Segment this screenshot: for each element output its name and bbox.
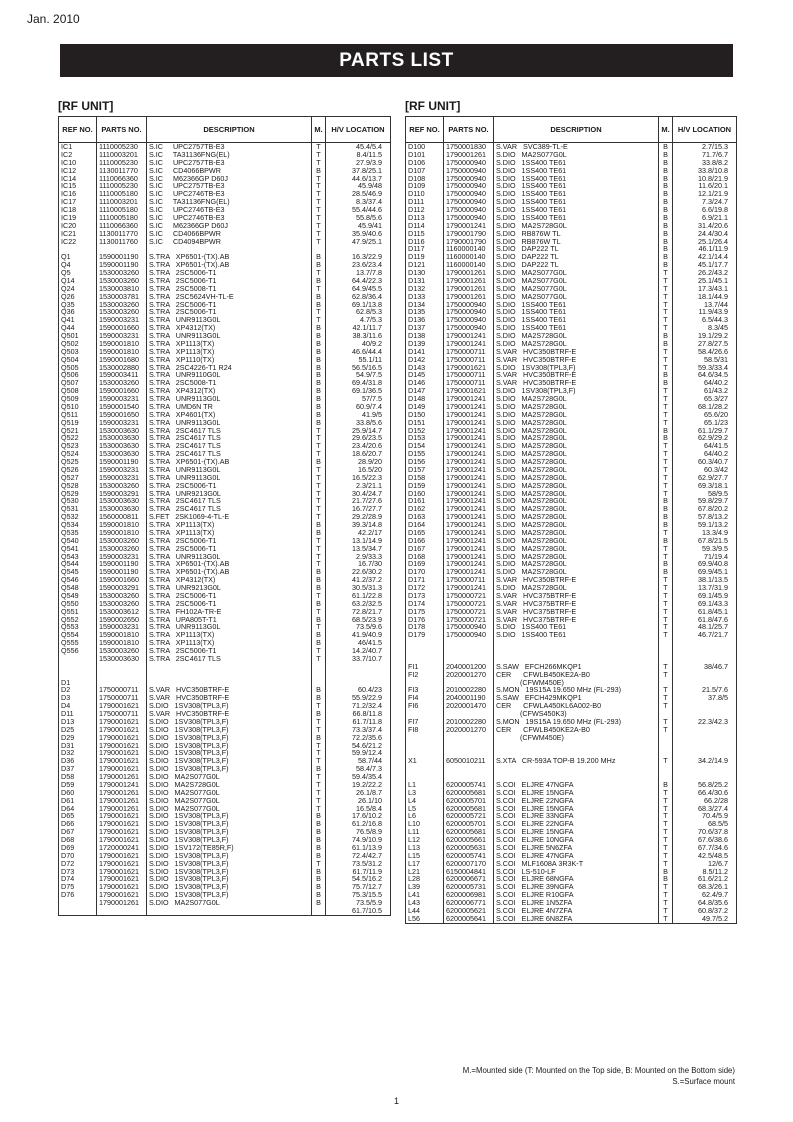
table-header-row — [59, 117, 391, 143]
hv-location-column: 45.4/5.4 8.4/11.5 27.9/3.9 37.8/25.1 44.6/13.7 45.9/48 28.5/46.9 8.3/37.4 55.4/44.6 55.8/5.6 45.9/41 35.9/40.6 47.9/25.1 16.3/22.9 23.6/23.4 13.7/7.8 64.4/22.3 64.9/45.5 62.8/36.4 69.1/13.8 62.8/5.3 4.7/5.3 42.1/11.7 38.3/11.6 40/9.2 46.6/44.4 55.1/11 56.5/16.5 54.9/7.5 69.4/31.8 69.1/36.5 57/7.5 60.9/7.4 41.9/5 33.8/5.6 25.9/14.7 29.6/23.5 23.4/20.6 18.6/20.7 28.9/20 16.5/20 16.5/22.3 2.3/21.1 30.4/24.7 21.7/27.6 16.7/27.7 29.2/28.9 39.3/14.8 42.2/17 13.1/14.9 13.5/34.7 2.9/33.3 16.7/30 22.6/30.2 41.2/37.2 30.5/31.3 61.1/22.8 63.2/32.5 72.8/21.7 68.5/23.9 73.5/9.6 41.9/40.9 46/41.5 14.2/40.7 33.7/10.7 60.4/23 55.9/22.9 71.2/32.4 66.8/11.8 61.7/11.8 73.3/37.4 72.2/35.6 54.6/21.2 59.9/12.4 58.7/44 58.4/7.3 59.4/35.4 19.2/22.2 26.1/8.7 26.1/10 16.5/8.4 17.6/10.2 61.2/16.8 76.5/8.9 74.9/10.9 61.1/13.9 72.4/42.7 73.5/31.2 61.7/11.9 54.5/16.2 75.7/12.7 75.3/15.5 73.5/5.9 61.7/10.5 — [352, 143, 382, 915]
page-number: 1 — [393, 1096, 399, 1106]
table-body-row — [406, 143, 737, 924]
description-column: S.VAR SVC389-TL-E S.DIO MA2S077G0L S.DIO 1SS400 TE61 S.DIO 1SS400 TE61 S.DIO 1SS400 TE61 S.DIO 1SS400 TE61 S.DIO 1SS400 TE61 S.DIO 1SS400 TE61 S.DIO 1SS400 TE61 S.DIO 1SS400 TE61 S.DIO MA2S728G0L S.DIO RB876W TL S.DIO RB876W TL S.DIO DAP222 TL S.DIO DAP222 TL S.DIO DAP222 TL S.DIO MA2S077G0L S.DIO MA2S077G0L S.DIO MA2S077G0L S.DIO MA2S077G0L S.DIO 1SS400 TE61 S.DIO 1SS400 TE61 S.DIO 1SS400 TE61 S.DIO 1SS400 TE61 S.DIO MA2S728G0L S.DIO MA2S728G0L S.VAR HVC350BTRF-E S.VAR HVC350BTRF-E S.DIO 1SV308(TPL3,F) S.VAR HVC350BTRF-E S.VAR HVC350BTRF-E S.DIO 1SV308(TPL3,F) S.DIO MA2S728G0L S.DIO MA2S728G0L S.DIO MA2S728G0L S.DIO MA2S728G0L S.DIO MA2S728G0L S.DIO MA2S728G0L S.DIO MA2S728G0L S.DIO MA2S728G0L S.DIO MA2S728G0L S.DIO MA2S728G0L S.DIO MA2S728G0L S.DIO MA2S728G0L S.DIO MA2S728G0L S.DIO MA2S728G0L S.DIO MA2S728G0L S.DIO MA2S728G0L S.DIO MA2S728G0L S.DIO MA2S728G0L S.DIO MA2S728G0L S.DIO MA2S728G0L S.DIO MA2S728G0L S.DIO MA2S728G0L S.DIO MA2S728G0L S.VAR HVC350BTRF-E S.DIO MA2S728G0L S.VAR HVC375BTRF-E S.VAR HVC375BTRF-E S.VAR HVC375BTRF-E S.VAR HVC375BTRF-E S.DIO 1SS400 TE61 S.DIO 1SS400 TE61 S.SAW EFCH266MKQP1 CER CFWLB450KE2A-B0 (CFWM450E) S.MON 19S15A 19.650 MHz (FL-293) S.SAW EFCH429MKQP1 CER CFWLA450KL6A002-B0 (CFWS450K3) S.MON 19S15A 19.650 MHz (FL-293) CER CFWLB450KE2A-B0 (CFWM450E) S.XTA CR-593A TOP-B 19.200 MHz S.COI ELJRE 47NGFA S.COI ELJRE 15NGFA S.COI ELJRE 22NGFA S.COI ELJRE 15NGFA S.COI ELJRE 33NGFA S.COI ELJRE 22NGFA S.COI ELJRE 15NGFA S.COI ELJRE 10NGFA S.COI ELJRE 5N6ZFA S.COI ELJRE 47NGFA S.COI MLF1608A 3R3K-T S.COI LS-510-LF S.COI ELJRE 68NGFA S.COI ELJRE 39NGFA S.COI ELJRE R10GFA S.COI ELJRE 1N5ZFA S.COI ELJRE 4N7ZFA S.COI ELJRE 6N8ZFA — [496, 143, 622, 923]
document-date: Jan. 2010 — [27, 12, 80, 26]
table-header-row — [406, 117, 737, 143]
unit-title-left: [RF UNIT] — [58, 99, 114, 113]
parts-no-column: 1750001830 1790001261 1750000940 1750000940 1750000940 1750000940 1750000940 1750000940 1750000940 1750000940 1790001241 1790001790 1790001790 1160000140 1160000140 1160000140 1790001261 1790001261 1790001261 1790001261 1750000940 1750000940 1750000940 1750000940 1790001241 1790001241 1750000711 1750000711 1790001621 1750000711 1750000711 1790001621 1790001241 1790001241 1790001241 1790001241 1790001241 1790001241 1790001241 1790001241 1790001241 1790001241 1790001241 1790001241 1790001241 1790001241 1790001241 1790001241 1790001241 1790001241 1790001241 1790001241 1790001241 1790001241 1790001241 1750000711 1790001241 1750000721 1750000721 1750000721 1750000721 1750000940 1750000940 2040001200 2020001270 2010002280 2040001190 2020001470 2010002280 2020001270 6050010211 6200005741 6200005681 6200005701 6200005681 6200005721 6200005701 6200005681 6200005661 6200005631 6200005741 6200007170 6150004841 6200006671 6200005731 6200006981 6200006771 6200005621 6200005641 — [446, 143, 486, 923]
unit-title-right: [RF UNIT] — [405, 99, 461, 113]
header-mounted: M. — [312, 117, 326, 143]
header-description: DESCRIPTION — [147, 117, 312, 143]
table-body-row — [59, 143, 391, 916]
header-hv-location: H/V LOCATION — [326, 117, 391, 143]
header-mounted: M. — [659, 117, 673, 143]
parts-no-column: 1110005230 1110003201 1110005230 1130011770 1110066360 1110005230 1110005180 1110003201 1110005180 1110005180 1110066360 1130011770 1130011760 1590001190 1590001190 1530003260 1530003260 1530003810 1530003781 1530003260 1530003260 1590003231 1590001660 1590003231 1590001810 1590001810 1590001680 1530002880 1590003411 1530003260 1590001660 1590003231 1590001540 1590001650 1590003231 1530003630 1530003630 1530003630 1530003630 1590001190 1590003231 1590003231 1530003260 1590003291 1530003630 1530003630 1560000811 1590001810 1590001810 1530003260 1530003260 1590003231 1590001190 1590001190 1590001660 1590003291 1530003260 1530003260 1530003612 1590002650 1590003231 1590001810 1590001810 1530003260 1530003630 1750000711 1750000711 1790001621 1750000711 1790001621 1790001621 1790001621 1790001621 1790001621 1790001621 1790001621 1790001261 1790001241 1790001261 1790001261 1790001261 1790001621 1790001621 1790001621 1790001621 1720000241 1790001621 1790001621 1790001621 1790001621 1790001621 1790001621 1790001261 — [99, 143, 139, 907]
header-hv-location: H/V LOCATION — [673, 117, 737, 143]
description-column: S.IC UPC2757TB-E3 S.IC TA31136FNG(EL) S.IC UPC2757TB-E3 S.IC CD4066BPWR S.IC M62366GP D60J S.IC UPC2757TB-E3 S.IC UPC2746TB-E3 S.IC TA31136FNG(EL) S.IC UPC2746TB-E3 S.IC UPC2746TB-E3 S.IC M62366GP D60J S.IC CD4066BPWR S.IC CD4094BPWR S.TRA XP6501-(TX).AB S.TRA XP6501-(TX).AB S.TRA 2SC5006-T1 S.TRA 2SC5006-T1 S.TRA 2SC5008-T1 S.TRA 2SC5624VH-TL-E S.TRA 2SC5006-T1 S.TRA 2SC5006-T1 S.TRA UNR9113G0L S.TRA XP4312(TX) S.TRA UNR9113G0L S.TRA XP1113(TX) S.TRA XP1113(TX) S.TRA XP1110(TX) S.TRA 2SC4226-T1 R24 S.TRA UNR9110G0L S.TRA 2SC5008-T1 S.TRA XP4312(TX) S.TRA UNR9113G0L S.TRA UMD6N TR S.TRA XP4601(TX) S.TRA UNR9113G0L S.TRA 2SC4617 TLS S.TRA 2SC4617 TLS S.TRA 2SC4617 TLS S.TRA 2SC4617 TLS S.TRA XP6501-(TX).AB S.TRA UNR9113G0L S.TRA UNR9113G0L S.TRA 2SC5006-T1 S.TRA UNR9213G0L S.TRA 2SC4617 TLS S.TRA 2SC4617 TLS S.FET 2SK1069-4-TL-E S.TRA XP1113(TX) S.TRA XP1113(TX) S.TRA 2SC5006-T1 S.TRA 2SC5006-T1 S.TRA UNR9113G0L S.TRA XP6501-(TX).AB S.TRA XP6501-(TX).AB S.TRA XP4312(TX) S.TRA UNR9213G0L S.TRA 2SC5006-T1 S.TRA 2SC5006-T1 S.TRA FH102A-TR-E S.TRA UPA805T-T1 S.TRA UNR9113G0L S.TRA XP1113(TX) S.TRA XP1113(TX) S.TRA 2SC5006-T1 S.TRA 2SC4617 TLS S.VAR HVC350BTRF-E S.VAR HVC350BTRF-E S.DIO 1SV308(TPL3,F) S.VAR HVC350BTRF-E S.DIO 1SV308(TPL3,F) S.DIO 1SV308(TPL3,F) S.DIO 1SV308(TPL3,F) S.DIO 1SV308(TPL3,F) S.DIO 1SV308(TPL3,F) S.DIO 1SV308(TPL3,F) S.DIO 1SV308(TPL3,F) S.DIO MA2S077G0L S.DIO MA2S728G0L S.DIO MA2S077G0L S.DIO MA2S077G0L S.DIO MA2S077G0L S.DIO 1SV308(TPL3,F) S.DIO 1SV308(TPL3,F) S.DIO 1SV308(TPL3,F) S.DIO 1SV308(TPL3,F) S.DIO 1SV172(TE85R,F) S.DIO 1SV308(TPL3,F) S.DIO 1SV308(TPL3,F) S.DIO 1SV308(TPL3,F) S.DIO 1SV308(TPL3,F) S.DIO 1SV308(TPL3,F) S.DIO 1SV308(TPL3,F) S.DIO MA2S077G0L — [149, 143, 234, 907]
mounted-column: B B B B B B B B B B B B B B B B T T T T T T T T B B T T T B B T T T T T B B T T T T T T T B B B B T B T T B B T T T T T T T T T T T T T T T T B T T T T T T T T T T B B T T T T T — [663, 143, 668, 923]
ref-no-column: IC1 IC2 IC10 IC12 IC14 IC15 IC16 IC17 IC18 IC19 IC20 IC21 IC22 Q1 Q4 Q5 Q14 Q24 Q26 Q35 Q36 Q41 Q44 Q501 Q502 Q503 Q504 Q505 Q506 Q507 Q508 Q509 Q510 Q511 Q519 Q521 Q522 Q523 Q524 Q525 Q526 Q527 Q528 Q529 Q530 Q531 Q532 Q534 Q535 Q540 Q541 Q543 Q544 Q545 Q546 Q548 Q549 Q550 Q551 Q552 Q553 Q554 Q555 Q556 D1 D2 D3 D4 D11 D13 D25 D29 D31 D32 D36 D37 D58 D59 D60 D61 D64 D65 D66 D67 D68 D69 D70 D72 D73 D74 D75 D76 — [61, 143, 79, 899]
page-title: PARTS LIST — [60, 44, 733, 77]
header-ref-no: REF NO. — [59, 117, 97, 143]
ref-no-column: D100 D101 D106 D107 D108 D109 D110 D111 D112 D113 D114 D115 D116 D117 D119 D121 D130 D131 D132 D133 D134 D135 D136 D137 D138 D139 D141 D142 D143 D145 D146 D147 D148 D149 D150 D151 D152 D153 D154 D155 D156 D157 D158 D159 D160 D161 D162 D163 D164 D165 D166 D167 D168 D169 D170 D171 D172 D173 D174 D175 D176 D178 D179 FI1 FI2 FI3 FI4 FI6 FI7 FI8 X1 L1 L3 L4 L5 L6 L10 L11 L12 L13 L15 L17 L21 L28 L39 L41 L43 L44 L56 — [408, 143, 426, 923]
header-ref-no: REF NO. — [406, 117, 444, 143]
parts-table-right — [405, 116, 737, 924]
header-parts-no: PARTS NO. — [444, 117, 494, 143]
hv-location-column: 2.7/15.3 71.7/6.7 33.8/8.2 33.8/10.8 10.8/21.9 11.6/20.1 12.1/21.9 7.3/24.7 6.6/19.8 6.9/21.1 31.4/20.6 24.4/30.4 25.1/26.4 46.1/11.9 42.1/14.4 45.1/17.7 26.2/43.2 25.1/45.1 17.3/43.1 18.1/44.9 13.7/44 11.9/43.9 6.5/44.3 8.3/45 19.1/29.2 27.8/27.5 58.4/26.6 58.5/31 59.3/33.4 64.6/34.5 64/40.2 61/43.2 65.3/27 68.1/28.2 65.6/20 65.1/23 61.1/29.7 62.9/29.2 64/41.5 64/40.2 60.3/40.7 60.3/42 62.9/27.7 69.3/18.1 58/9.5 59.8/29.7 67.8/20.2 57.8/13.2 59.1/13.2 13.3/4.9 67.8/21.5 59.3/9.5 71/19.4 69.9/40.8 69.9/45.1 38.1/13.5 13.7/31.9 69.1/45.9 69.1/43.3 61.8/45.1 61.8/47.6 48.1/25.7 46.7/21.7 38/46.7 21.5/7.6 37.8/5 22.3/42.3 34.2/14.9 56.8/25.2 66.4/30.6 66.2/28 68.3/27.4 70.4/5.9 68.5/5 70.6/37.8 67.6/38.6 67.7/34.6 42.5/48.5 12/6.7 8.5/11.2 61.6/21.2 68.3/26.1 62.4/9.7 64.8/35.6 60.8/37.2 49.7/5.2 — [698, 143, 728, 923]
surface-mount-footnote: S.=Surface mount — [672, 1077, 735, 1086]
parts-table-left — [58, 116, 391, 916]
mounted-column: T T T B T T T T T T T T T B B T B T B B T T B B B B B B B B B B B B B T T T T B T T T T T T T B B T T T T B B B T B T B T B B T T B B T B T T B T T T B T T T T T B B B B B B T B B B B B — [316, 143, 321, 907]
header-description: DESCRIPTION — [494, 117, 659, 143]
header-parts-no: PARTS NO. — [97, 117, 147, 143]
mounted-side-footnote: M.=Mounted side (T: Mounted on the Top side, B: Mounted on the Bottom side) — [462, 1066, 735, 1075]
